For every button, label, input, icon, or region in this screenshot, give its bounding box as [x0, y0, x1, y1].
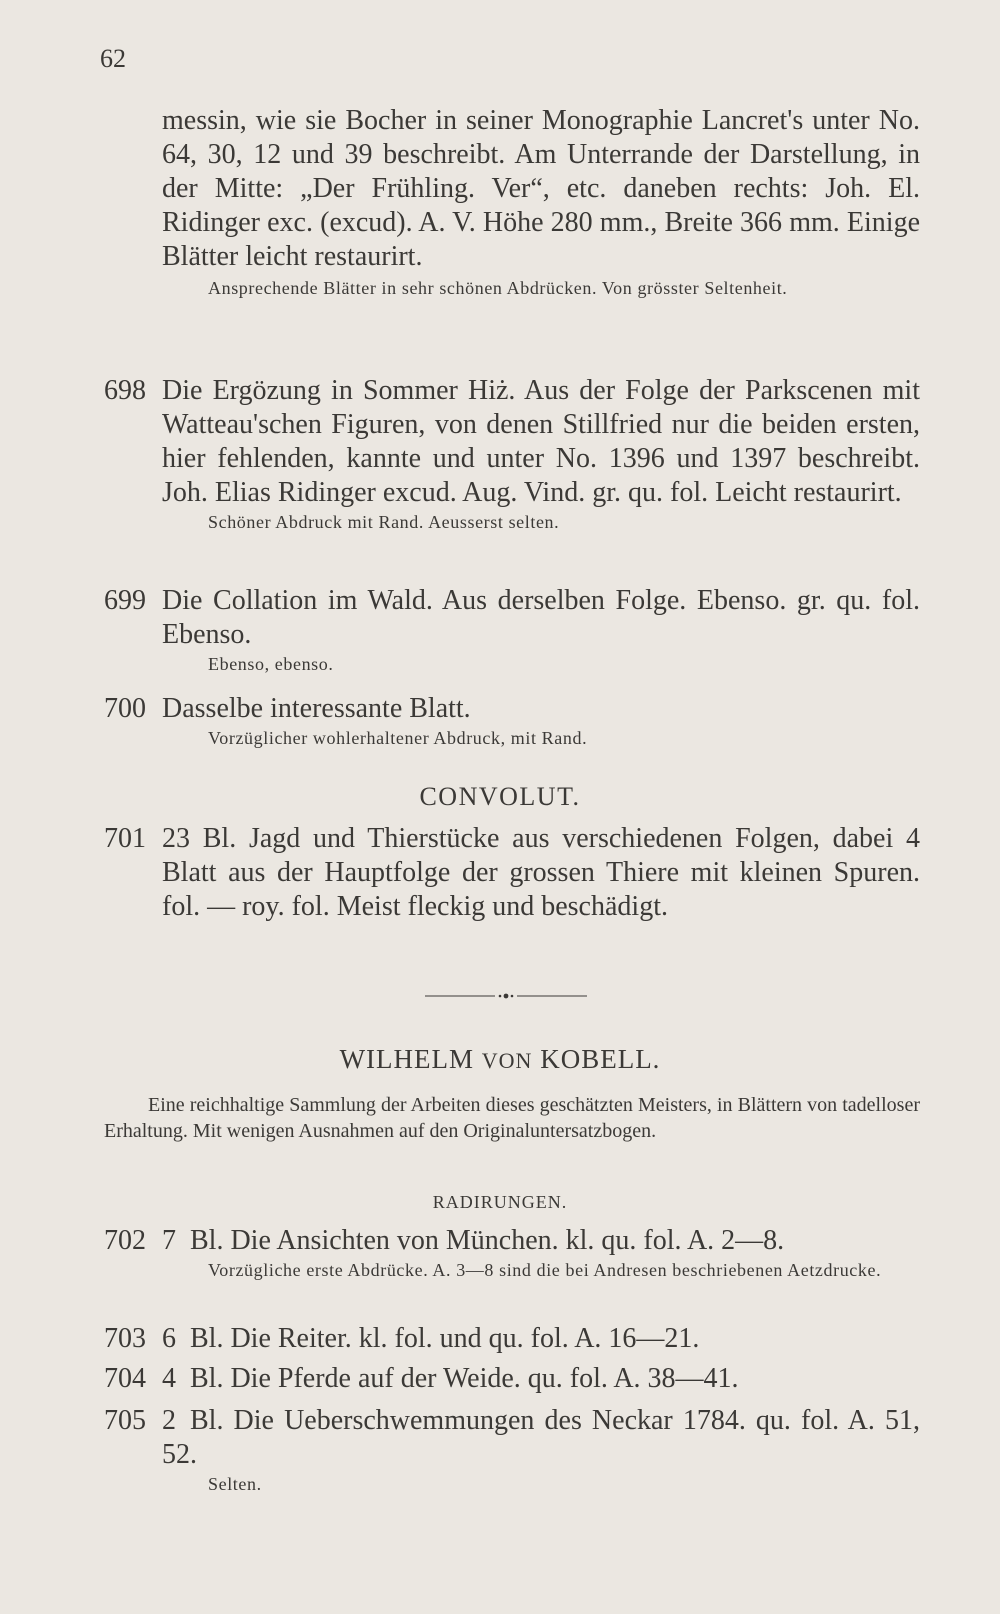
entry-count: 4: [162, 1363, 176, 1394]
section-heading-radirungen: RADIRUNGEN.: [432, 1192, 568, 1212]
entry-text: Die Ergözung in Sommer Hiż. Aus der Folge der Parkscenen mit Watteau'schen Figuren, von denen Stillfried nur die beiden ersten, hier fehlenden, kannte und unter No. 1396 und 1397 beschreibt. Joh. Elias Ridinger excud. Aug. Vind. gr. qu. fol. Leicht restaurirt.: [162, 375, 920, 508]
entry-text: [162, 1322, 920, 1356]
artist-heading-part: WILHELM: [339, 1044, 482, 1074]
entry-note: Ansprechende Blätter in sehr schönen Abdrücken. Von grösster Seltenheit.: [208, 278, 788, 298]
section-heading-convolut: CONVOLUT.: [419, 782, 581, 811]
entry-text: Dasselbe interessante Blatt.: [162, 693, 471, 724]
catalog-entry-700: [104, 692, 920, 749]
entry-number: 703: [104, 1323, 146, 1354]
catalog-entry-705: [104, 1404, 920, 1495]
catalog-entry-704: [104, 1362, 920, 1396]
entry-description: Bl. Die Pferde auf der Weide. qu. fol. A. 38—41.: [190, 1363, 739, 1394]
entry-text: [162, 1404, 920, 1472]
ornament-divider: [425, 992, 587, 1000]
artist-heading: [0, 1044, 1000, 1075]
continued-entry: [104, 104, 920, 299]
catalog-entry-701: [104, 822, 920, 924]
catalog-entry-698: [104, 374, 920, 533]
entry-note: Vorzüglicher wohlerhaltener Abdruck, mit Rand.: [208, 728, 588, 748]
catalog-entry-699: [104, 584, 920, 675]
entry-text: [162, 1224, 920, 1258]
entry-count: 2: [162, 1405, 176, 1436]
entry-text: [162, 1362, 920, 1396]
entry-note: Selten.: [208, 1474, 262, 1494]
entry-text: Die Collation im Wald. Aus derselben Folge. Ebenso. gr. qu. fol. Ebenso.: [162, 585, 920, 650]
artist-heading-particle: VON: [481, 1048, 533, 1073]
entry-text: messin, wie sie Bocher in seiner Monographie Lancret's unter No. 64, 30, 12 und 39 beschreibt. Am Unterrande der Darstellung, in der Mitte: „Der Frühling. Ver“, etc. daneben rechts: Joh. El. Ridinger exc. (excud). A. V. Höhe 280 mm., Breite 366 mm. Einige Blätter leicht restaurirt.: [162, 105, 920, 272]
entry-note: Ebenso, ebenso.: [208, 654, 334, 674]
entry-number: 704: [104, 1363, 146, 1394]
artist-intro: Eine reichhaltige Sammlung der Arbeiten dieses geschätzten Meisters, in Blättern von tadelloser Erhaltung. Mit wenigen Ausnahmen auf den Originaluntersatzbogen.: [104, 1094, 920, 1142]
entry-number: 700: [104, 693, 146, 724]
entry-note: Schöner Abdruck mit Rand. Aeusserst selten.: [208, 512, 560, 532]
entry-description: Bl. Die Ansichten von München. kl. qu. fol. A. 2—8.: [190, 1225, 785, 1256]
entry-number: 698: [104, 375, 146, 406]
entry-number: 701: [104, 823, 146, 854]
entry-count: 6: [162, 1323, 176, 1354]
entry-number: 705: [104, 1405, 146, 1436]
artist-heading-part: KOBELL.: [532, 1044, 661, 1074]
catalog-entry-702: [104, 1224, 920, 1281]
entry-text: 23 Bl. Jagd und Thierstücke aus verschiedenen Folgen, dabei 4 Blatt aus der Hauptfolge der grossen Thiere mit kleinen Spuren. fol. — roy. fol. Meist fleckig und beschädigt.: [162, 823, 920, 922]
catalog-entry-703: [104, 1322, 920, 1356]
entry-note: Vorzügliche erste Abdrücke. A. 3—8 sind die bei Andresen beschriebenen Aetzdrucke.: [208, 1260, 882, 1280]
entry-number: 702: [104, 1225, 146, 1256]
entry-count: 7: [162, 1225, 176, 1256]
page-number: 62: [100, 44, 126, 73]
entry-description: Bl. Die Ueberschwemmungen des Neckar 1784. qu. fol. A. 51, 52.: [162, 1405, 920, 1470]
entry-description: Bl. Die Reiter. kl. fol. und qu. fol. A. 16—21.: [190, 1323, 700, 1354]
entry-number: 699: [104, 585, 146, 616]
